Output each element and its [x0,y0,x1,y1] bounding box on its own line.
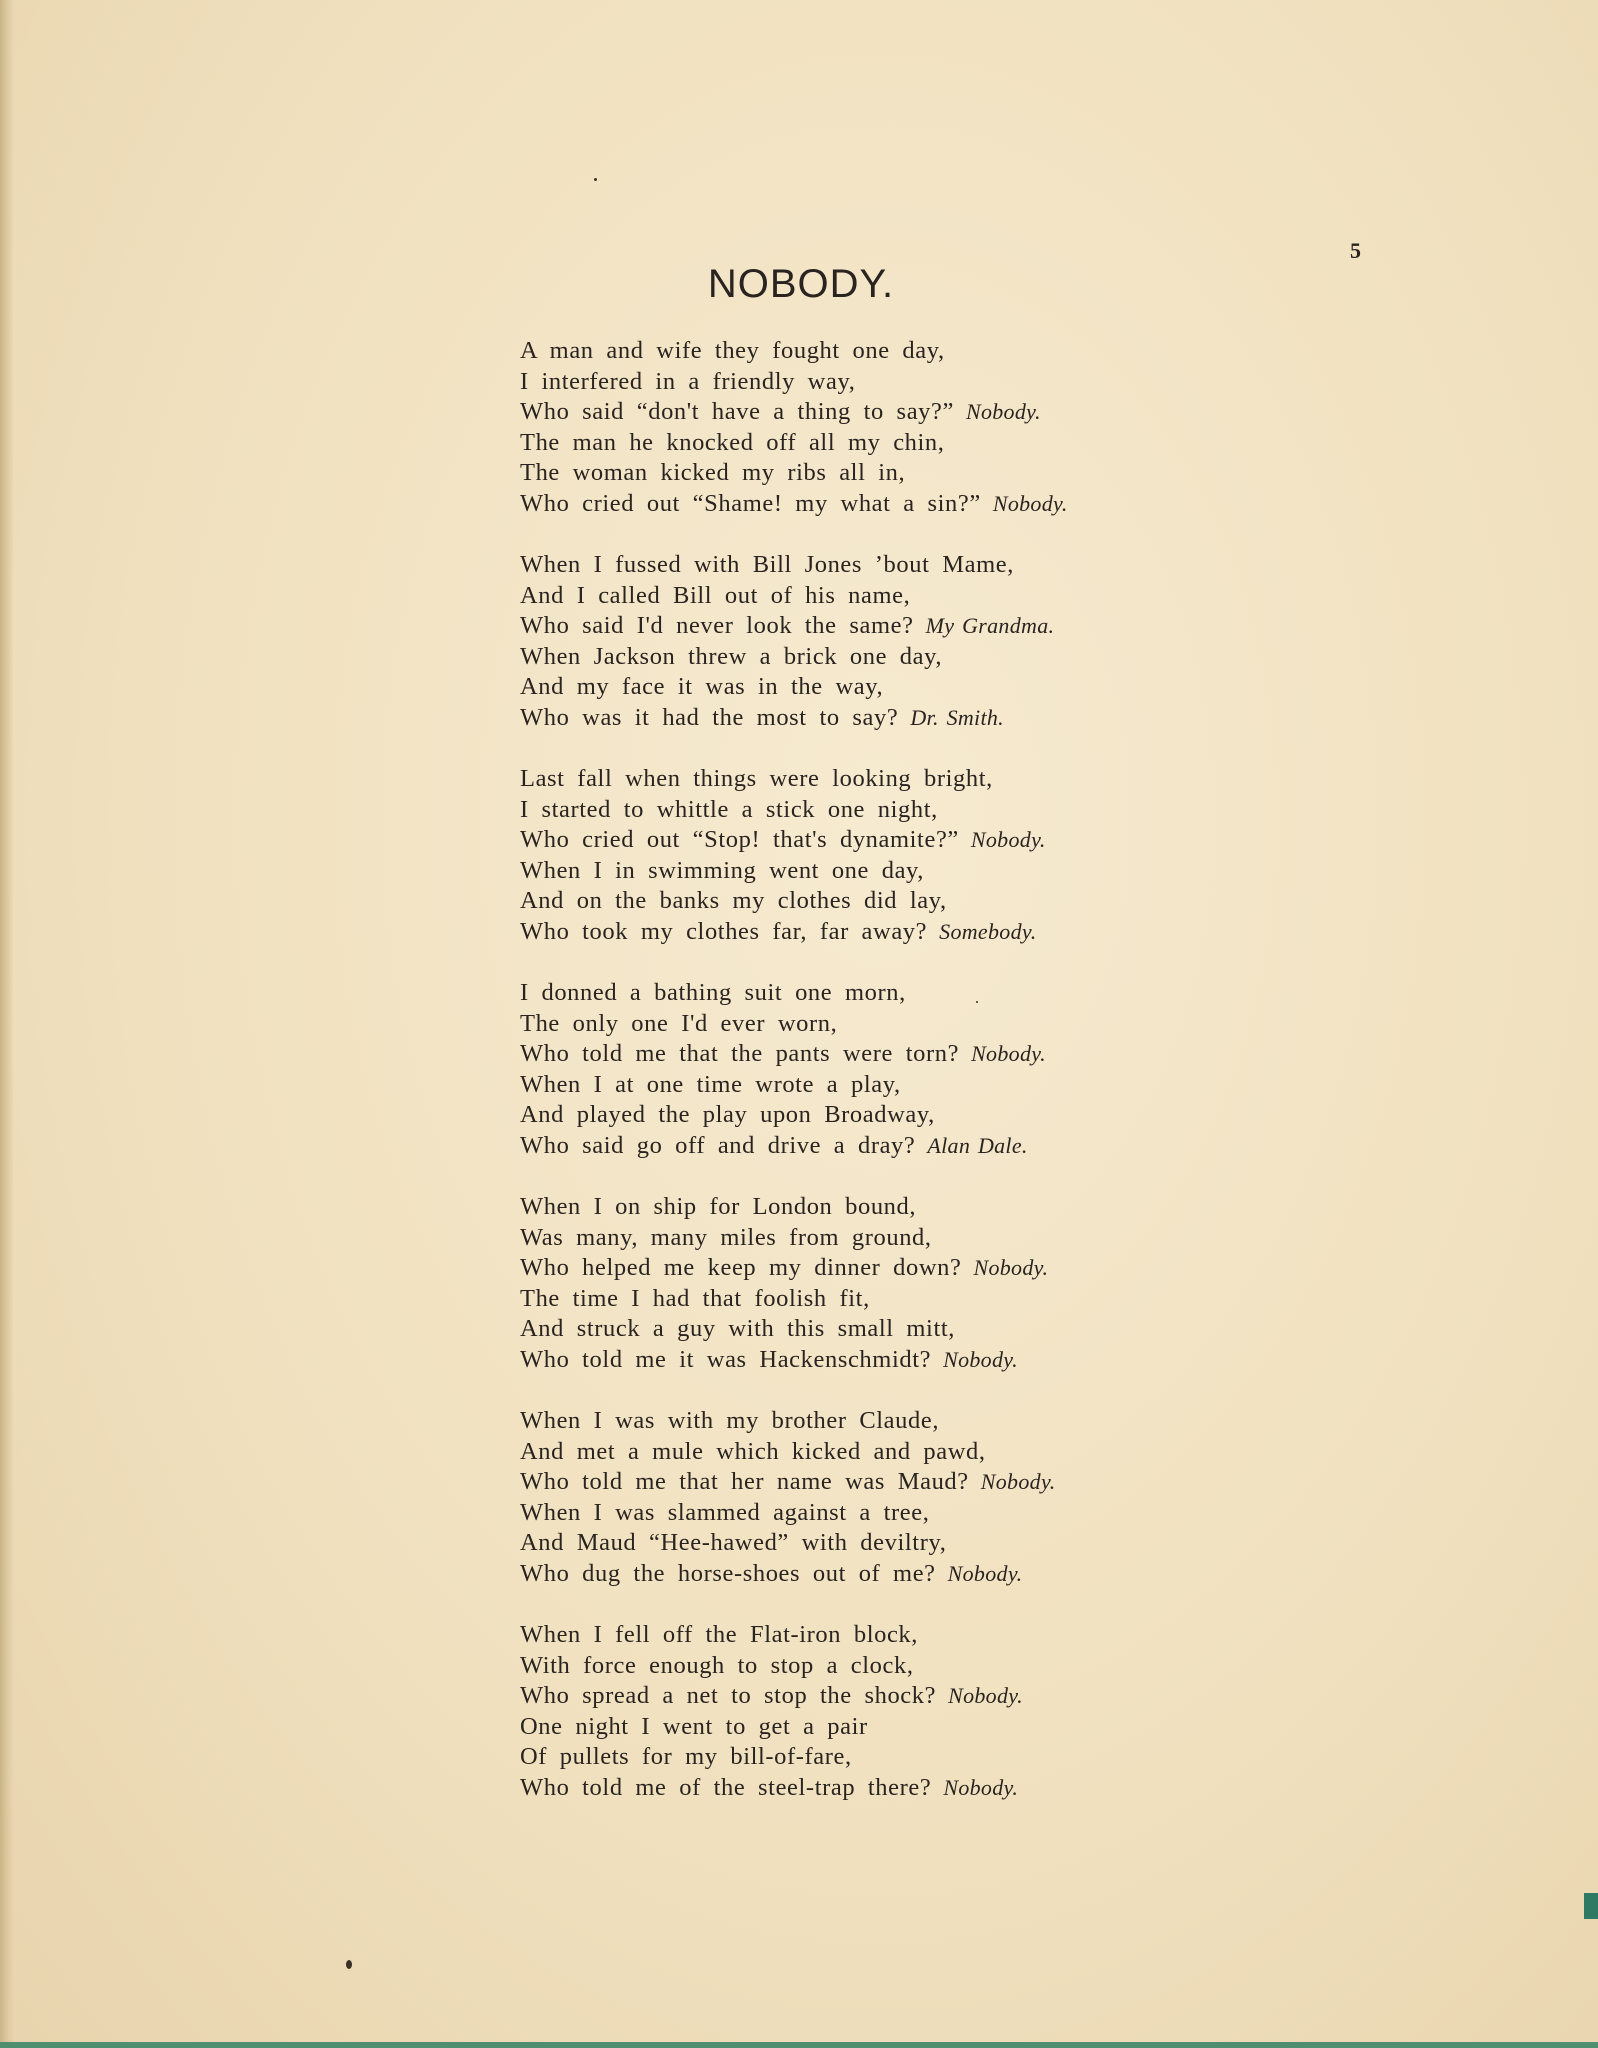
line-text: Who told me it was Hackenschmidt? [520,1345,932,1373]
stanza [520,1406,1320,1589]
line-text: When I on ship for London bound, [520,1193,917,1220]
line-text: Who cried out “Shame! my what a sin?” [520,489,981,517]
line-text: I donned a bathing suit one morn, [520,979,906,1006]
line-text: When Jackson threw a brick one day, [520,642,943,670]
line-text: And Maud “Hee-hawed” with deviltry, [520,1529,947,1556]
page-number: 5 [1350,238,1361,263]
line-text: Who said “don't have a thing to say?” [520,398,954,425]
line-text: And my face it was in the way, [520,673,884,700]
poem-line [520,978,1320,1009]
line-answer: Nobody. [943,1346,1018,1372]
line-answer: Nobody. [973,1255,1049,1280]
stanza [520,336,1320,519]
poem-line [520,1070,1320,1101]
binding-edge [0,0,14,2048]
poem-line [520,1009,1320,1040]
poem-line [520,672,1320,703]
line-text: When I at one time wrote a play, [520,1070,901,1098]
line-answer: Nobody. [965,399,1041,424]
poem-line [520,1620,1320,1651]
line-answer: Nobody. [980,1469,1056,1494]
poem-line [520,367,1320,398]
line-answer: Alan Dale. [927,1132,1028,1158]
poem-line [520,1223,1320,1254]
line-text: And I called Bill out of his name, [520,581,911,609]
poem-line [520,1131,1320,1162]
line-text: The only one I'd ever worn, [520,1009,838,1037]
line-text: When I was with my brother Claude, [520,1407,940,1434]
poem-line [520,703,1320,734]
line-text: A man and wife they fought one day, [520,337,945,364]
poem-line [520,1253,1320,1284]
line-answer: Nobody. [947,1560,1023,1586]
line-answer: Nobody. [992,490,1068,516]
line-answer: Nobody. [943,1774,1019,1800]
line-answer: Nobody. [970,827,1046,852]
poem-line [520,1467,1320,1498]
poem-line [520,642,1320,673]
line-text: I started to whittle a stick one night, [520,795,938,823]
line-text: And met a mule which kicked and pawd, [520,1437,986,1465]
line-text: The time I had that foolish fit, [520,1284,870,1312]
poem-line [520,1528,1320,1559]
poem-line [520,795,1320,826]
poem-line [520,1314,1320,1345]
line-text: Who dug the horse-shoes out of me? [520,1559,936,1587]
line-answer: Nobody. [971,1041,1046,1066]
stanza [520,1620,1320,1803]
line-text: Who told me that her name was Maud? [520,1468,969,1495]
line-answer: Somebody. [939,918,1037,944]
poem-line [520,1742,1320,1773]
poem-line [520,458,1320,489]
poem-line [520,1437,1320,1468]
poem-line [520,1039,1320,1070]
line-text: When I fell off the Flat-iron block, [520,1621,919,1648]
line-text: And played the play upon Broadway, [520,1101,935,1128]
line-text: Who said go off and drive a dray? [520,1131,916,1159]
poem-line [520,856,1320,887]
poem-body [520,336,1320,1834]
poem-line [520,1284,1320,1315]
poem-line [520,397,1320,428]
line-text: Who said I'd never look the same? [520,612,914,639]
line-answer: Nobody. [948,1683,1023,1708]
line-text: Was many, many miles from ground, [520,1223,932,1251]
stanza [520,764,1320,947]
poem-line [520,764,1320,795]
line-text: Who cried out “Stop! that's dynamite?” [520,826,959,853]
poem-line [520,428,1320,459]
poem-line [520,1406,1320,1437]
line-text: Last fall when things were looking bright, [520,765,993,792]
page-bottom-edge [0,2042,1598,2048]
poem-line [520,1100,1320,1131]
poem-line [520,1192,1320,1223]
line-text: The man he knocked off all my chin, [520,428,945,456]
line-text: Who spread a net to stop the shock? [520,1682,937,1709]
line-text: One night I went to get a pair [520,1712,868,1740]
line-text: Who told me of the steel-trap there? [520,1773,932,1801]
line-text: When I in swimming went one day, [520,856,925,884]
line-text: The woman kicked my ribs all in, [520,459,906,486]
paper-speck [346,1960,352,1969]
poem-line [520,886,1320,917]
line-answer: My Grandma. [925,613,1055,638]
stanza [520,978,1320,1161]
poem-line [520,1345,1320,1376]
line-text: I interfered in a friendly way, [520,367,856,395]
stanza [520,1192,1320,1375]
poem-line [520,1773,1320,1804]
line-text: Who was it had the most to say? [520,703,899,731]
line-text: And on the banks my clothes did lay, [520,887,947,914]
poem-line [520,550,1320,581]
poem-line [520,1559,1320,1590]
line-text: Who told me that the pants were torn? [520,1040,960,1067]
poem-line [520,825,1320,856]
poem-line [520,1498,1320,1529]
poem-line [520,917,1320,948]
line-text: When I was slammed against a tree, [520,1498,930,1526]
line-text: Who took my clothes far, far away? [520,917,928,945]
line-text: Who helped me keep my dinner down? [520,1254,962,1281]
line-text: Of pullets for my bill-of-fare, [520,1743,852,1770]
poem-line [520,1651,1320,1682]
poem-line [520,1712,1320,1743]
line-answer: Dr. Smith. [910,704,1004,730]
page-tab-marker [1584,1893,1598,1919]
line-text: And struck a guy with this small mitt, [520,1315,956,1342]
poem-line [520,336,1320,367]
poem-line [520,611,1320,642]
line-text: When I fussed with Bill Jones ’bout Mame, [520,551,1014,578]
poem-line [520,1681,1320,1712]
poem-title: NOBODY. [707,262,895,306]
line-text: With force enough to stop a clock, [520,1651,914,1679]
poem-line [520,489,1320,520]
stanza [520,550,1320,733]
poem-line [520,581,1320,612]
paper-speck [594,178,597,181]
